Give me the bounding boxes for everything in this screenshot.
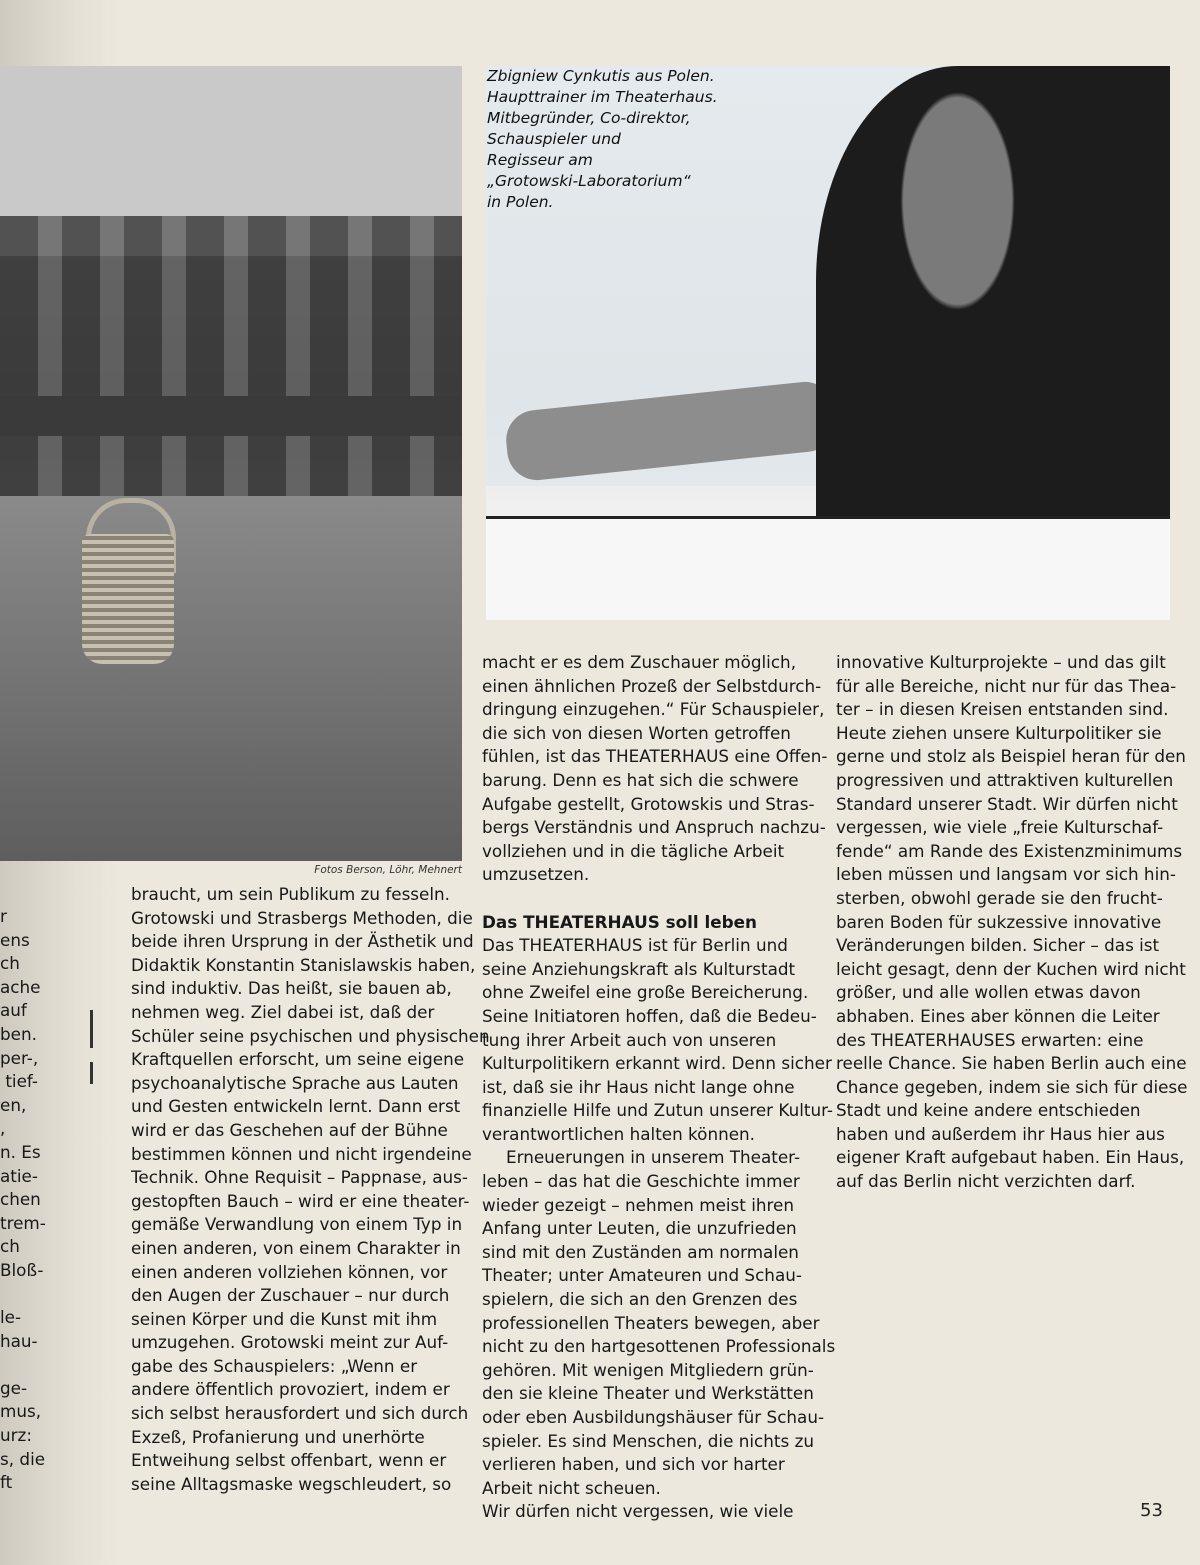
text-line: gehören. Mit wenigen Mitgliedern grün- [482, 1359, 814, 1380]
text-line: chen [0, 1189, 41, 1210]
text-line: atie- [0, 1165, 38, 1186]
text-line: Exzeß, Profanierung und unerhörte [131, 1426, 425, 1447]
text-line: abhaben. Eines aber können die Leiter [836, 1005, 1160, 1026]
text-line: baren Boden für sukzessive innovative [836, 911, 1162, 932]
text-line: Bloß- [0, 1259, 44, 1280]
text-line: ge- [0, 1377, 28, 1398]
text-line: seinen Körper und die Kunst mit ihm [131, 1308, 438, 1329]
text-line: wird er das Geschehen auf der Bühne [131, 1119, 448, 1140]
text-line: sind mit den Zuständen am normalen [482, 1241, 799, 1262]
text-line: des THEATERHAUSES erwarten: eine [836, 1029, 1144, 1050]
text-line: fühlen, ist das THEATERHAUS eine Offen- [482, 746, 828, 767]
text-line: bergs Verständnis und Anspruch nachzu- [482, 817, 826, 838]
text-line: gemäße Verwandlung von einem Typ in [131, 1214, 463, 1235]
text-line: Erneuerungen in unserem Theater- [506, 1147, 801, 1168]
text-line: tung ihrer Arbeit auch von unseren [482, 1029, 777, 1050]
text-line: ter – in diesen Kreisen entstanden sind. [836, 699, 1169, 720]
text-line: größer, und alle wollen etwas davon [836, 982, 1141, 1003]
text-line: und Gesten entwickeln lernt. Dann erst [131, 1096, 461, 1117]
text-line: nehmen weg. Ziel dabei ist, daß der [131, 1001, 435, 1022]
photo-credit: Fotos Berson, Löhr, Mehnert [314, 864, 462, 876]
text-line: ache [0, 976, 41, 997]
text-line: einen ähnlichen Prozeß der Selbstdurch- [482, 675, 822, 696]
text-line: reelle Chance. Sie haben Berlin auch eine [836, 1053, 1187, 1074]
text-line: ben. [0, 1023, 37, 1044]
text-line: Das THEATERHAUS ist für Berlin und [482, 935, 788, 956]
text-line: spielern, die sich an den Grenzen des [482, 1289, 798, 1310]
text-line: sind induktiv. Das heißt, sie bauen ab, [131, 978, 452, 999]
caption-line: Regisseur am [487, 151, 593, 169]
photo-bench [0, 396, 462, 436]
caption-line: in Polen. [487, 193, 554, 211]
text-line: sich selbst herausfordert und sich durch [131, 1403, 469, 1424]
page-number: 53 [1140, 1500, 1163, 1521]
text-line: leben müssen und langsam vor sich hin- [836, 864, 1176, 885]
text-line: Stadt und keine andere entschieden [836, 1100, 1141, 1121]
text-line: seine Alltagsmaske wegschleudert, so [131, 1473, 452, 1494]
caption-line: Zbigniew Cynkutis aus Polen. [487, 67, 715, 85]
text-line: gabe des Schauspielers: „Wenn er [131, 1355, 418, 1376]
text-line: spieler. Es sind Menschen, die nichts zu [482, 1430, 815, 1451]
workshop-photo [0, 66, 462, 861]
text-line [0, 1353, 110, 1377]
text-line: umzugehen. Grotowski meint zur Auf- [131, 1332, 449, 1353]
text-line: andere öffentlich provoziert, indem er [131, 1379, 450, 1400]
text-line: Aufgabe gestellt, Grotowskis und Stras- [482, 793, 815, 814]
caption-line: Haupttrainer im Theaterhaus. [487, 88, 718, 106]
text-line: den sie kleine Theater und Werkstätten [482, 1383, 814, 1404]
caption-line: Schauspieler und [487, 130, 621, 148]
text-line: den Augen der Zuschauer – nur durch [131, 1285, 450, 1306]
text-line: ens [0, 929, 30, 950]
text-line: vollziehen und in die tägliche Arbeit [482, 840, 785, 861]
text-line: wieder gezeigt – nehmen meist ihren [482, 1194, 795, 1215]
text-line: umzusetzen. [482, 864, 590, 885]
text-line [0, 1283, 110, 1307]
text-line: Didaktik Konstantin Stanislawskis haben, [131, 954, 476, 975]
text-line: gestopften Bauch – wird er eine theater- [131, 1190, 470, 1211]
text-line: vergessen, wie viele „freie Kulturschaf- [836, 817, 1164, 838]
text-line: haben und außerdem ihr Haus hier aus [836, 1123, 1165, 1144]
paragraph-gap [482, 887, 812, 911]
text-line: progressiven und attraktiven kulturellen [836, 769, 1174, 790]
text-line: ohne Zweifel eine große Bereicherung. [482, 982, 809, 1003]
text-line: Kulturpolitikern erkannt wird. Denn sicher [482, 1053, 832, 1074]
text-line: braucht, um sein Publikum zu fesseln. [131, 884, 451, 904]
text-line: leicht gesagt, denn der Kuchen wird nicht [836, 958, 1186, 979]
caption-line: Mitbegründer, Co-direktor, [487, 109, 691, 127]
text-line: die sich von diesen Worten getroffen [482, 722, 791, 743]
text-line: Heute ziehen unsere Kulturpolitiker sie [836, 722, 1162, 743]
text-line: Veränderungen bilden. Sicher – das ist [836, 935, 1160, 956]
text-line: professionellen Theaters bewegen, aber [482, 1312, 820, 1333]
text-line: einen anderen vollziehen können, vor [131, 1261, 448, 1282]
text-line: ft [0, 1472, 13, 1493]
text-line: seine Anziehungskraft als Kulturstadt [482, 958, 796, 979]
text-line: en, [0, 1094, 27, 1115]
text-line: Arbeit nicht scheuen. [482, 1477, 661, 1498]
text-line: Technik. Ohne Requisit – Pappnase, aus- [131, 1167, 468, 1188]
text-line: nicht zu den hartgesottenen Professionals [482, 1336, 836, 1357]
text-line: innovative Kulturprojekte – und das gilt [836, 652, 1166, 672]
text-line: hau- [0, 1330, 38, 1351]
text-line: ch [0, 953, 20, 974]
text-line: n. Es [0, 1141, 41, 1162]
text-line: finanzielle Hilfe und Zutun unserer Kultur- [482, 1100, 833, 1121]
text-line: urz: [0, 1425, 32, 1446]
text-column-c [836, 651, 1188, 1194]
text-line: eigener Kraft aufgebaut haben. Ein Haus, [836, 1147, 1185, 1168]
text-line: ist, daß sie ihr Haus nicht lange ohne [482, 1076, 795, 1097]
text-line: Theater; unter Amateuren und Schau- [482, 1265, 802, 1286]
text-line: fende“ am Rande des Existenzminimums [836, 840, 1183, 861]
text-line: verantwortlichen halten können. [482, 1123, 756, 1144]
text-line: Chance gegeben, indem sie sich für diese [836, 1076, 1188, 1097]
text-line: Schüler seine psychischen und physischen [131, 1025, 490, 1046]
text-line: Standard unserer Stadt. Wir dürfen nicht [836, 793, 1178, 814]
text-line: auf [0, 1000, 27, 1021]
text-line: s, die [0, 1448, 46, 1469]
text-line: Seine Initiatoren hoffen, daß die Bedeu- [482, 1005, 817, 1026]
text-line: trem- [0, 1212, 46, 1233]
left-stub-column [0, 905, 110, 1495]
text-line: gerne und stolz als Beispiel heran für den [836, 746, 1186, 767]
text-line: psychoanalytische Sprache aus Lauten [131, 1072, 459, 1093]
text-line: leben – das hat die Geschichte immer [482, 1171, 800, 1192]
seated-students [0, 216, 462, 496]
text-line: tief- [0, 1071, 38, 1092]
photo-table [486, 516, 1170, 620]
text-line: r [0, 906, 7, 926]
photo-floor [0, 496, 462, 861]
text-line: verlieren haben, und sich vor harter [482, 1454, 785, 1475]
text-line: mus, [0, 1401, 42, 1422]
text-line: le- [0, 1307, 22, 1328]
text-column-b [482, 651, 836, 1524]
text-line: sterben, obwohl gerade sie den frucht- [836, 887, 1163, 908]
text-line: Kraftquellen erforscht, um seine eigene [131, 1049, 465, 1070]
text-line: Wir dürfen nicht vergessen, wie viele [482, 1501, 794, 1522]
text-line: macht er es dem Zuschauer möglich, [482, 652, 797, 672]
text-line: barung. Denn es hat sich die schwere [482, 769, 799, 790]
text-line: auf das Berlin nicht verzichten darf. [836, 1171, 1136, 1192]
text-line: beide ihren Ursprung in der Ästhetik und [131, 931, 474, 952]
text-line: einen anderen, von einem Charakter in [131, 1237, 461, 1258]
wicker-basket [82, 534, 174, 664]
text-line: für alle Bereiche, nicht nur für das Thea- [836, 675, 1177, 696]
text-column-a [131, 883, 490, 1496]
photo-caption [487, 66, 747, 213]
section-heading: Das THEATERHAUS soll leben [482, 911, 757, 932]
caption-line: „Grotowski-Laboratorium“ [487, 172, 691, 190]
text-line: oder eben Ausbildungshäuser für Schau- [482, 1407, 825, 1427]
text-line: ch [0, 1236, 20, 1257]
text-line: bestimmen können und nicht irgendeine [131, 1143, 472, 1164]
text-line: per-, [0, 1047, 39, 1068]
text-line: dringung einzugehen.“ Für Schauspieler, [482, 699, 825, 720]
text-line: Grotowski und Strasbergs Methoden, die [131, 907, 473, 928]
text-line: Anfang unter Leuten, die unzufrieden [482, 1218, 797, 1239]
text-line: , [0, 1118, 6, 1139]
text-line: Entweihung selbst offenbart, wenn er [131, 1450, 447, 1471]
